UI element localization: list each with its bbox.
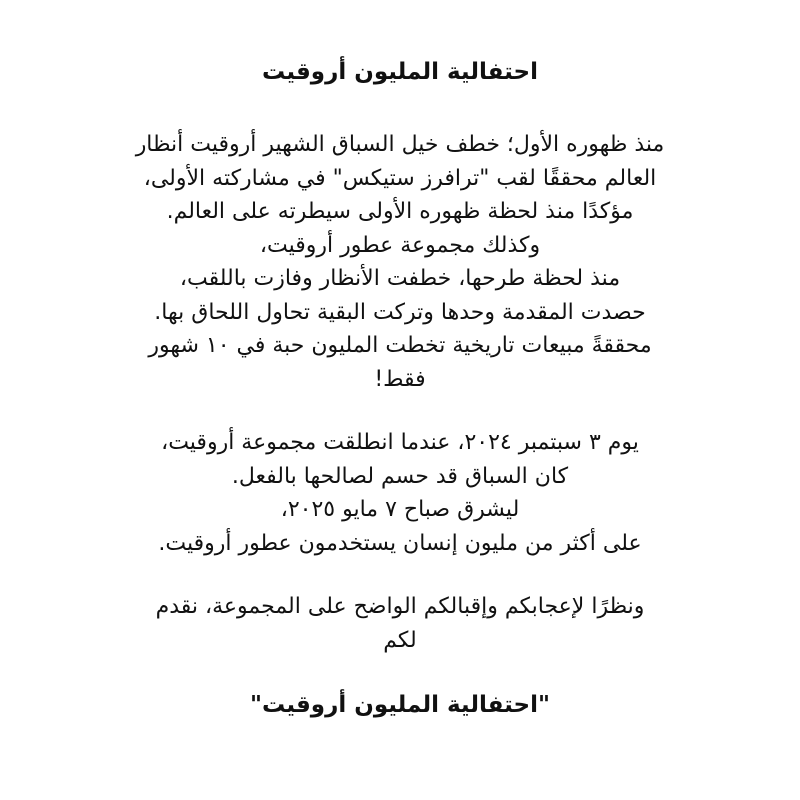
text-line: مؤكدًا منذ لحظة ظهوره الأولى سيطرته على العالم. [166,199,634,224]
text-line: يوم ٣ سبتمبر ٢٠٢٤، عندما انطلقت مجموعة أروقيت، [161,430,639,455]
text-line: محققةً مبيعات تاريخية تخطت المليون حبة في ١٠ شهور [148,333,652,358]
paragraph-invitation [60,590,740,657]
closing-title: "احتفالية المليون أروقيت" [250,692,550,718]
text-line: كان السباق قد حسم لصالحها بالفعل. [231,463,569,489]
text-line: منذ لحظة طرحها، خطفت الأنظار وفازت باللقب، [179,266,621,291]
paragraph-intro [60,128,740,396]
text-line: العالم محققًا لقب "ترافرز ستيكس" في مشاركته الأولى، [143,165,657,191]
text-line: وكذلك مجموعة عطور أروقيت، [259,232,541,258]
paragraph-dates [60,426,740,560]
text-line: لكم [383,627,417,653]
text-line: ونظرًا لإعجابكم وإقبالكم الواضح على المجموعة، نقدم [155,594,645,619]
text-line: منذ ظهوره الأول؛ خطف خيل السباق الشهير أروقيت أنظار [135,132,665,157]
text-line: حصدت المقدمة وحدها وتركت البقية تحاول اللحاق بها. [154,299,646,325]
text-line: على أكثر من مليون إنسان يستخدمون عطور أروقيت. [158,530,642,556]
page-title: احتفالية المليون أروقيت [261,59,538,85]
text-line: فقط! [374,366,426,392]
text-line: ليشرق صباح ٧ مايو ٢٠٢٥، [280,497,520,522]
